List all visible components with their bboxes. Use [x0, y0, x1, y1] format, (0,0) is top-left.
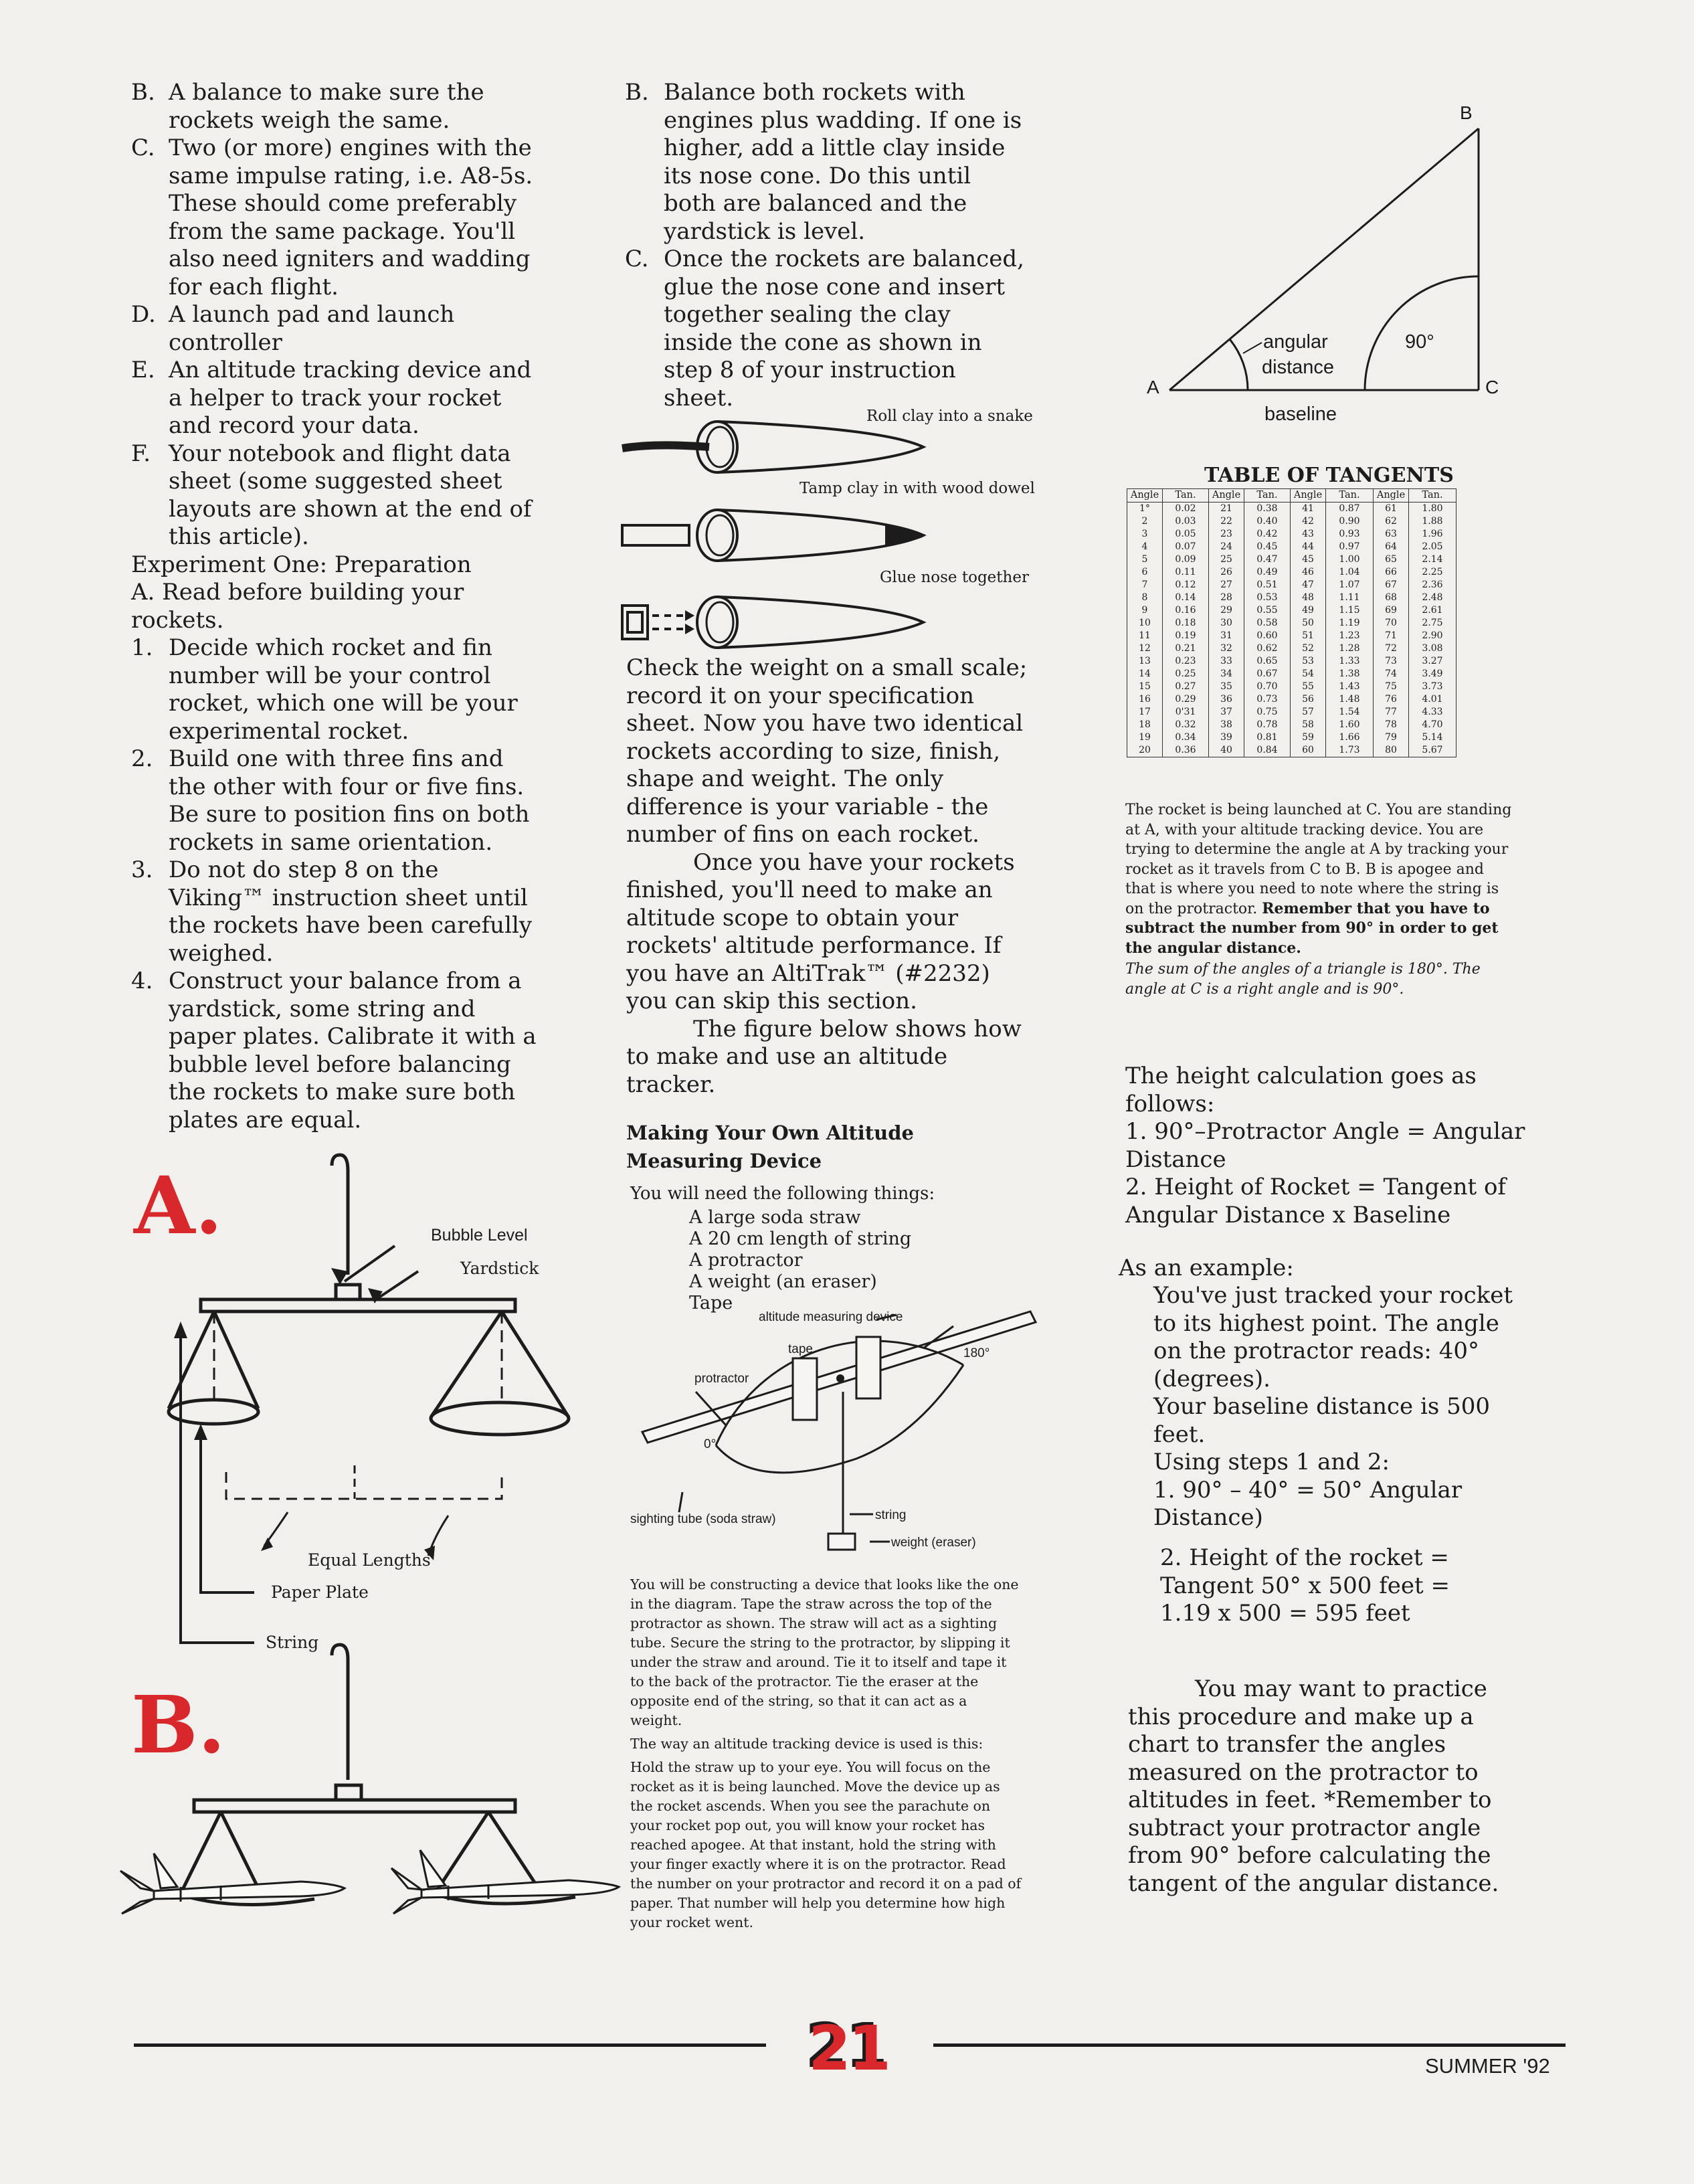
tangent-table: [1127, 488, 1456, 757]
table-cell: 3.08: [1409, 642, 1456, 655]
table-cell: 7: [1127, 579, 1163, 592]
table-cell: 0.65: [1244, 655, 1291, 668]
table-header-row: [1127, 489, 1456, 503]
bubble-level-label: Bubble Level: [431, 1226, 528, 1245]
table-cell: 3.49: [1409, 668, 1456, 680]
table-cell: 15: [1127, 680, 1163, 693]
column-header: Angle: [1291, 489, 1326, 503]
example-line: You've just tracked your rocket to its highest point. The angle on the protractor reads: 40° (degrees).: [1153, 1282, 1513, 1392]
table-cell: 14: [1127, 668, 1163, 680]
deg0-label: 0°: [704, 1437, 717, 1451]
table-cell: 31: [1209, 630, 1244, 642]
table-cell: 47: [1291, 579, 1326, 592]
table-cell: 1°: [1127, 503, 1163, 516]
table-cell: 1.60: [1326, 719, 1374, 731]
column-header: Tan.: [1244, 489, 1291, 503]
nose-label-3: Glue nose together: [880, 569, 1029, 586]
table-cell: 72: [1374, 642, 1409, 655]
table-cell: 33: [1209, 655, 1244, 668]
table-cell: 1.23: [1326, 630, 1374, 642]
making-heading: Making Your Own Altitude Measuring Device: [626, 1121, 914, 1172]
list-item: A 20 cm length of string: [689, 1228, 912, 1249]
table-cell: 73: [1374, 655, 1409, 668]
caption-bold: Remember that you have to subtract the number from 90° in order to get the angular distance.: [1125, 899, 1499, 957]
triangle-caption: [1125, 800, 1513, 999]
table-cell: 46: [1291, 566, 1326, 579]
table-cell: 0.05: [1163, 528, 1209, 541]
table-cell: 2.25: [1409, 566, 1456, 579]
table-cell: 2.48: [1409, 592, 1456, 604]
table-cell: 64: [1374, 541, 1409, 553]
table-cell: 3.73: [1409, 680, 1456, 693]
table-cell: 17: [1127, 706, 1163, 719]
table-cell: 0.12: [1163, 579, 1209, 592]
table-cell: 37: [1209, 706, 1244, 719]
table-cell: 1.00: [1326, 553, 1374, 566]
table-cell: 1.15: [1326, 604, 1374, 617]
table-cell: 19: [1127, 731, 1163, 744]
table-cell: 5.14: [1409, 731, 1456, 744]
table-cell: 5: [1127, 553, 1163, 566]
middle-column-body: [626, 654, 1028, 1099]
table-cell: 22: [1209, 515, 1244, 528]
table-cell: 0.21: [1163, 642, 1209, 655]
table-cell: 6: [1127, 566, 1163, 579]
table-cell: 78: [1374, 719, 1409, 731]
table-cell: 62: [1374, 515, 1409, 528]
calc-intro: The height calculation goes as follows:: [1125, 1063, 1477, 1117]
paragraph: Check the weight on a small scale; record it on your specification sheet. Now you have two identical rockets according to size, finish, shape and weight. The only difference is your variable - the number of fins on each rocket.: [626, 654, 1028, 848]
altitude-device-diagram: [602, 1291, 1044, 1559]
table-cell: 65: [1374, 553, 1409, 566]
table-cell: 0.90: [1326, 515, 1374, 528]
deg180-label: 180°: [963, 1346, 990, 1360]
table-cell: 68: [1374, 592, 1409, 604]
table-cell: 1.88: [1409, 515, 1456, 528]
table-cell: 4.33: [1409, 706, 1456, 719]
table-cell: 0.55: [1244, 604, 1291, 617]
table-row: [1127, 553, 1456, 566]
way-intro: The way an altitude tracking device is used is this:: [630, 1736, 983, 1752]
table-cell: 25: [1209, 553, 1244, 566]
table-cell: 0.97: [1326, 541, 1374, 553]
practice-paragraph: You may want to practice this procedure and make up a chart to transfer the angles measured on the protractor to altitudes in feet. *Remember to subtract your protractor angle from 90° before calculating the tangent of the angular distance.: [1128, 1675, 1499, 1897]
table-cell: 0.47: [1244, 553, 1291, 566]
table-cell: 0.70: [1244, 680, 1291, 693]
string-device-label: string: [875, 1508, 907, 1522]
table-row: [1127, 528, 1456, 541]
table-cell: 67: [1374, 579, 1409, 592]
table-cell: 0.07: [1163, 541, 1209, 553]
table-cell: 54: [1291, 668, 1326, 680]
table-cell: 32: [1209, 642, 1244, 655]
middle-column-top: [625, 79, 1026, 412]
table-row: [1127, 731, 1456, 744]
table-cell: 0.34: [1163, 731, 1209, 744]
table-cell: 60: [1291, 744, 1326, 757]
list-item: B. Balance both rockets with engines plus wadding. If one is higher, add a little clay inside its nose cone. Do this until both are balanced and the yardstick is level.: [625, 79, 1022, 245]
example-intro: As an example:: [1119, 1255, 1294, 1281]
table-cell: 0.14: [1163, 592, 1209, 604]
table-cell: 36: [1209, 693, 1244, 706]
protractor-label: protractor: [694, 1372, 749, 1386]
table-cell: 4.01: [1409, 693, 1456, 706]
table-cell: 9: [1127, 604, 1163, 617]
nose-label-2: Tamp clay in with wood dowel: [799, 480, 1035, 497]
footer-rule-left: [134, 2043, 766, 2047]
table-cell: 1.96: [1409, 528, 1456, 541]
table-row: [1127, 744, 1456, 757]
table-cell: 10: [1127, 617, 1163, 630]
example-step-2: 2. Height of the rocket = Tangent 50° x 500 feet = 1.19 x 500 = 595 feet: [1160, 1544, 1450, 1627]
table-row: [1127, 566, 1456, 579]
figure-b-letter: B.: [131, 1678, 225, 1771]
eraser-weight: [828, 1534, 855, 1550]
table-cell: 0.16: [1163, 604, 1209, 617]
table-cell: 71: [1374, 630, 1409, 642]
experiment-heading: Experiment One: Preparation: [131, 551, 472, 578]
footer-rule-right: [933, 2043, 1566, 2047]
table-cell: 1.28: [1326, 642, 1374, 655]
table-cell: 0'31: [1163, 706, 1209, 719]
table-cell: 43: [1291, 528, 1326, 541]
table-cell: 0.11: [1163, 566, 1209, 579]
list-item: Tape: [689, 1293, 733, 1313]
table-cell: 42: [1291, 515, 1326, 528]
tangent-table-wrap: [1127, 488, 1456, 757]
table-cell: 0.67: [1244, 668, 1291, 680]
table-cell: 1.54: [1326, 706, 1374, 719]
table-cell: 45: [1291, 553, 1326, 566]
table-cell: 53: [1291, 655, 1326, 668]
table-cell: 57: [1291, 706, 1326, 719]
table-cell: 8: [1127, 592, 1163, 604]
table-cell: 0.02: [1163, 503, 1209, 516]
table-cell: 44: [1291, 541, 1326, 553]
table-cell: 50: [1291, 617, 1326, 630]
table-cell: 0.38: [1244, 503, 1291, 516]
table-cell: 1.43: [1326, 680, 1374, 693]
column-header: Angle: [1127, 489, 1163, 503]
table-cell: 3.27: [1409, 655, 1456, 668]
table-cell: 79: [1374, 731, 1409, 744]
vertex-c-label: C: [1485, 377, 1499, 397]
list-item: D. A launch pad and launch controller: [131, 301, 455, 356]
paragraph: Once you have your rockets finished, you'll need to make an altitude scope to obtain your rockets' altitude performance. If you have an AltiTrak™ (#2232) you can skip this section.: [626, 848, 1015, 1014]
table-cell: 34: [1209, 668, 1244, 680]
example-line: Using steps 1 and 2:: [1153, 1449, 1390, 1475]
table-row: [1127, 706, 1456, 719]
table-cell: 2.14: [1409, 553, 1456, 566]
table-cell: 0.29: [1163, 693, 1209, 706]
table-cell: 0.87: [1326, 503, 1374, 516]
table-cell: 35: [1209, 680, 1244, 693]
table-cell: 0.58: [1244, 617, 1291, 630]
table-cell: 13: [1127, 655, 1163, 668]
table-cell: 49: [1291, 604, 1326, 617]
example-block: [1153, 1282, 1515, 1532]
list-item: 3. Do not do step 8 on the Viking™ instruction sheet until the rockets have been carefully weighed.: [131, 856, 533, 967]
list-item: E. An altitude tracking device and a helper to track your rocket and record your data.: [131, 357, 532, 439]
list-item: 1. Decide which rocket and fin number will be your control rocket, which one will be your experimental rocket.: [131, 634, 518, 745]
vertex-b-label: B: [1460, 102, 1473, 123]
table-row: [1127, 579, 1456, 592]
table-cell: 66: [1374, 566, 1409, 579]
string-label: String: [266, 1633, 319, 1652]
table-cell: 2.75: [1409, 617, 1456, 630]
table-cell: 1.04: [1326, 566, 1374, 579]
construct-paragraph: You will be constructing a device that looks like the one in the diagram. Tape the straw across the top of the protractor as shown. The straw will act as a sighting tube. Secure the string to the protractor, by slipping it under the straw and around. Tie it to itself and tape it to the back of the protractor. Tie the eraser at the opposite end of the string, so that it can act as a weight.: [630, 1576, 1019, 1728]
left-column: [131, 79, 539, 1134]
distance-label: distance: [1262, 357, 1335, 378]
materials-list: [131, 79, 539, 551]
table-cell: 0.40: [1244, 515, 1291, 528]
calc-step-2: 2. Height of Rocket = Tangent of Angular Distance x Baseline: [1125, 1174, 1507, 1228]
table-row: [1127, 604, 1456, 617]
height-calculation: [1125, 1063, 1527, 1229]
table-cell: 3: [1127, 528, 1163, 541]
table-cell: 0.32: [1163, 719, 1209, 731]
caption-text: The rocket is being launched at C. You are standing at A, with your altitude tracking device. You are trying to determine the angle at A by tracking your rocket as it travels from C to B. B is apogee and that is where you need to note where the string is on the protractor.: [1125, 802, 1512, 917]
table-row: [1127, 592, 1456, 604]
table-cell: 1.80: [1409, 503, 1456, 516]
table-cell: 2.36: [1409, 579, 1456, 592]
tape-label: tape: [788, 1342, 813, 1356]
middle-column-bottom: [630, 1575, 1022, 1932]
table-row: [1127, 680, 1456, 693]
table-cell: 58: [1291, 719, 1326, 731]
table-cell: 26: [1209, 566, 1244, 579]
table-row: [1127, 503, 1456, 516]
table-cell: 1.48: [1326, 693, 1374, 706]
table-cell: 23: [1209, 528, 1244, 541]
table-cell: 0.81: [1244, 731, 1291, 744]
column-header: Tan.: [1409, 489, 1456, 503]
table-cell: 52: [1291, 642, 1326, 655]
table-cell: 2.61: [1409, 604, 1456, 617]
table-cell: 0.93: [1326, 528, 1374, 541]
list-item: A large soda straw: [689, 1207, 861, 1228]
table-cell: 5.67: [1409, 744, 1456, 757]
table-cell: 48: [1291, 592, 1326, 604]
vertex-a-label: A: [1147, 377, 1159, 397]
table-cell: 20: [1127, 744, 1163, 757]
table-row: [1127, 541, 1456, 553]
table-title: TABLE OF TANGENTS: [1204, 464, 1454, 487]
table-cell: 1.11: [1326, 592, 1374, 604]
table-cell: 56: [1291, 693, 1326, 706]
table-row: [1127, 617, 1456, 630]
table-cell: 41: [1291, 503, 1326, 516]
table-cell: 0.25: [1163, 668, 1209, 680]
table-row: [1127, 630, 1456, 642]
table-cell: 0.09: [1163, 553, 1209, 566]
table-cell: 1.07: [1326, 579, 1374, 592]
angular-label: angular: [1263, 331, 1328, 353]
table-cell: 28: [1209, 592, 1244, 604]
table-cell: 80: [1374, 744, 1409, 757]
table-cell: 76: [1374, 693, 1409, 706]
table-cell: 1.19: [1326, 617, 1374, 630]
baseline-label: baseline: [1264, 403, 1337, 425]
example-line: 1. 90° – 40° = 50° Angular Distance): [1153, 1476, 1463, 1531]
list-item: C. Once the rockets are balanced, glue the nose cone and insert together sealing the clay inside the cone as shown in step 8 of your instruction sheet.: [625, 246, 1024, 412]
column-header: Tan.: [1326, 489, 1374, 503]
table-cell: 0.03: [1163, 515, 1209, 528]
yardstick-label: Yardstick: [460, 1259, 539, 1278]
sighting-label: sighting tube (soda straw): [630, 1512, 776, 1526]
balance-diagram-b: [114, 1639, 629, 1920]
page-number: 21: [808, 2013, 889, 2084]
table-cell: 0.78: [1244, 719, 1291, 731]
list-item: B. A balance to make sure the rockets weigh the same.: [131, 79, 484, 134]
figure-a-letter: A.: [134, 1159, 223, 1252]
list-item: 4. Construct your balance from a yardstick, some string and paper plates. Calibrate it with a bubble level before balancing the rockets to make sure both plates are equal.: [131, 968, 537, 1133]
table-cell: 12: [1127, 642, 1163, 655]
list-item: F. Your notebook and flight data sheet (some suggested sheet layouts are shown at the end of this article).: [131, 440, 532, 550]
table-cell: 74: [1374, 668, 1409, 680]
table-cell: 1.38: [1326, 668, 1374, 680]
table-row: [1127, 655, 1456, 668]
table-cell: 27: [1209, 579, 1244, 592]
table-cell: 11: [1127, 630, 1163, 642]
table-cell: 0.42: [1244, 528, 1291, 541]
table-cell: 0.18: [1163, 617, 1209, 630]
table-cell: 40: [1209, 744, 1244, 757]
table-cell: 24: [1209, 541, 1244, 553]
table-cell: 1.66: [1326, 731, 1374, 744]
calc-step-1: 1. 90°–Protractor Angle = Angular Distance: [1125, 1118, 1525, 1173]
table-cell: 0.19: [1163, 630, 1209, 642]
table-cell: 63: [1374, 528, 1409, 541]
table-cell: 21: [1209, 503, 1244, 516]
table-cell: 0.36: [1163, 744, 1209, 757]
nose-cone-steps: [616, 401, 1050, 649]
table-row: [1127, 719, 1456, 731]
paragraph: The figure below shows how to make and use an altitude tracker.: [626, 1015, 1022, 1098]
balance-diagram-a: [154, 1151, 582, 1659]
paper-plate-label: Paper Plate: [271, 1582, 369, 1602]
example-line: Your baseline distance is 500 feet.: [1153, 1393, 1491, 1448]
table-cell: 39: [1209, 731, 1244, 744]
table-row: [1127, 515, 1456, 528]
table-cell: 0.75: [1244, 706, 1291, 719]
nose-label-1: Roll clay into a snake: [866, 407, 1033, 425]
table-cell: 2.90: [1409, 630, 1456, 642]
table-cell: 0.51: [1244, 579, 1291, 592]
table-cell: 30: [1209, 617, 1244, 630]
read-before: A. Read before building your rockets.: [131, 579, 464, 634]
table-row: [1127, 642, 1456, 655]
equal-lengths-label: Equal Lengths: [308, 1550, 431, 1570]
table-cell: 0.23: [1163, 655, 1209, 668]
table-cell: 2: [1127, 515, 1163, 528]
table-cell: 4.70: [1409, 719, 1456, 731]
table-cell: 0.45: [1244, 541, 1291, 553]
table-cell: 77: [1374, 706, 1409, 719]
caption-italic: The sum of the angles of a triangle is 180°. The angle at C is a right angle and is 90°.: [1125, 961, 1481, 998]
table-cell: 70: [1374, 617, 1409, 630]
table-cell: 0.73: [1244, 693, 1291, 706]
table-cell: 0.84: [1244, 744, 1291, 757]
triangle-diagram: [1137, 94, 1512, 435]
table-cell: 2.05: [1409, 541, 1456, 553]
column-header: Angle: [1209, 489, 1244, 503]
use-paragraph: Hold the straw up to your eye. You will focus on the rocket as it is being launched. Move the device up as the rocket ascends. When you see the parachute on your rocket pop out, you will know your rocket has reached apogee. At that instant, hold the string with your finger exactly where it is on the protractor. Read the number on your protractor and record it on a pad of paper. That number will help you determine how high your rocket went.: [630, 1759, 1022, 1930]
table-cell: 59: [1291, 731, 1326, 744]
list-item: A weight (an eraser): [689, 1271, 877, 1292]
table-cell: 0.27: [1163, 680, 1209, 693]
table-cell: 1.73: [1326, 744, 1374, 757]
weight-label: weight (eraser): [891, 1536, 976, 1550]
steps-list: [131, 634, 539, 1134]
table-cell: 75: [1374, 680, 1409, 693]
list-item: C. Two (or more) engines with the same impulse rating, i.e. A8-5s. These should come preferably from the same package. You'll also need igniters and wadding for each flight.: [131, 134, 533, 300]
device-title: altitude measuring device: [759, 1310, 903, 1324]
table-cell: 0.62: [1244, 642, 1291, 655]
list-item: A protractor: [689, 1250, 803, 1271]
need-intro: You will need the following things:: [630, 1184, 935, 1204]
issue-label: SUMMER '92: [1425, 2054, 1550, 2078]
table-row: [1127, 668, 1456, 680]
table-cell: 55: [1291, 680, 1326, 693]
table-cell: 51: [1291, 630, 1326, 642]
table-cell: 61: [1374, 503, 1409, 516]
table-cell: 0.53: [1244, 592, 1291, 604]
table-cell: 29: [1209, 604, 1244, 617]
table-cell: 4: [1127, 541, 1163, 553]
table-cell: 0.49: [1244, 566, 1291, 579]
column-header: Angle: [1374, 489, 1409, 503]
table-cell: 69: [1374, 604, 1409, 617]
table-cell: 16: [1127, 693, 1163, 706]
right-angle-label: 90°: [1405, 331, 1434, 353]
table-row: [1127, 693, 1456, 706]
table-cell: 18: [1127, 719, 1163, 731]
table-cell: 1.33: [1326, 655, 1374, 668]
table-cell: 0.60: [1244, 630, 1291, 642]
column-header: Tan.: [1163, 489, 1209, 503]
list-item: 2. Build one with three fins and the other with four or five fins. Be sure to position fins on both rockets in same orientation.: [131, 745, 530, 856]
table-cell: 38: [1209, 719, 1244, 731]
